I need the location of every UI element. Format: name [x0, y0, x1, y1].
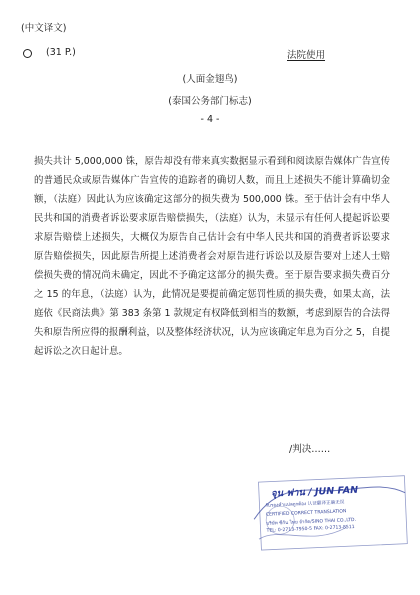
stamp-certification-line: รับรองคำแปลถูกต้อง 认证翻译正确无误 [265, 500, 345, 509]
continuation-note: /判决…… [289, 444, 331, 455]
translation-label: (中文译文) [21, 23, 67, 34]
stamp-certified-line: CERTIFIED CORRECT TRANSLATION [265, 509, 347, 518]
stamp-company-line: บริษัท ซีกัน ไทย จำกัด/SINO THAI CO.,LTD. [266, 517, 357, 527]
circle-mark-icon [23, 49, 32, 58]
agency-emblem-note: (泰国公务部门标志) [168, 96, 252, 107]
garuda-emblem-note: (人面金翅鸟) [182, 74, 238, 85]
court-use-label: 法院使用 [287, 50, 326, 61]
translator-certification-stamp [248, 473, 411, 558]
page-number: - 4 - [200, 114, 220, 125]
stamp-contact-line: TEL: 0-2713-7950-5 FAX: 0-2713-8511 [266, 524, 355, 534]
page-code: (31 P.) [46, 47, 76, 58]
judgment-body-paragraph: 损失共计 5,000,000 铢，原告却没有带来真实数据显示看到和阅读原告媒体广告宣传的普通民众或原告媒体广告宣传的追踪者的确切人数，而且上述损失不能计算确切金额，（法庭）因此认为应该确定这部分的损失费为 500,000 铢。至于估计会有中华人民共和国的消费者诉讼要求原告赔偿损失，（法庭）认为，未显示有任何人提起诉讼要求原告赔偿上述损失，大概仅为原告自己估计会有中华人民共和国的消费者诉讼要求原告赔偿损失，因此原告所提上述消费者会对原告进行诉讼以及原告要对上述人士赔偿损失费的情况尚未确定，因此不予确定这部分的损失费。至于原告要求损失费百分之 15 的年息，（法庭）认为，此情况是要提前确定惩罚性质的损失费，如果太高，法庭依《民商法典》第 383 条第 1 款规定有权降低到相当的数额，考虑到原告的合法得失和原告所应得的报酬利益，以及整体经济状况，认为应该确定年息为百分之 5，自提起诉讼之次日起计息。 [34, 156, 390, 357]
stamp-signature-name: จุน ฟาน / JUN FAN [270, 484, 359, 500]
